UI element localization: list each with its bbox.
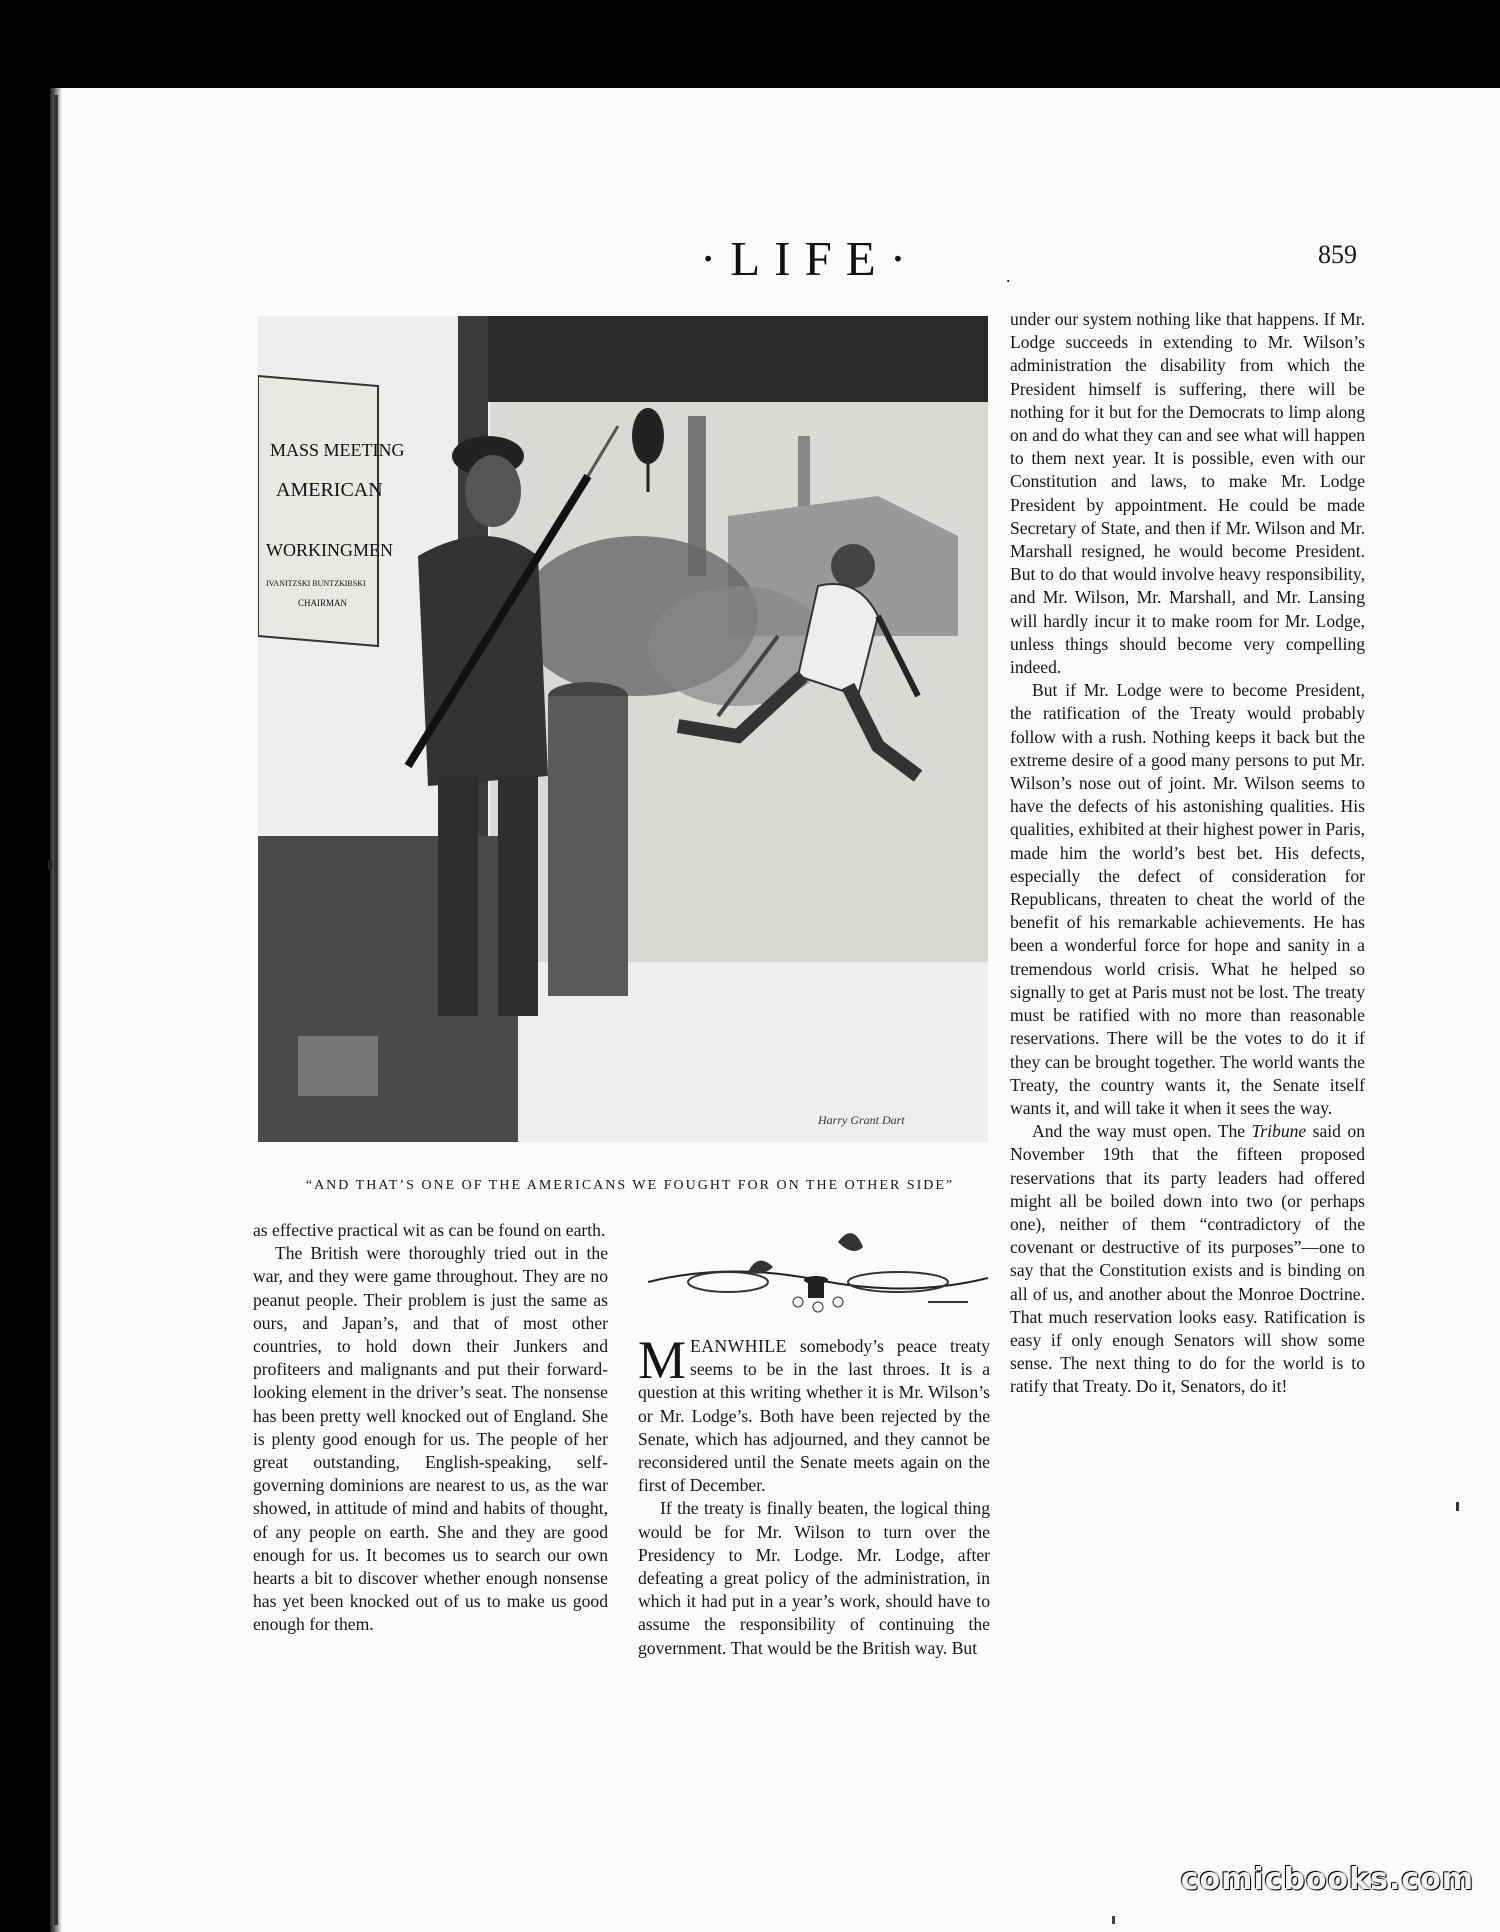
column-middle-paragraph-1 <box>638 1330 990 1497</box>
column-right-paragraph-1: under our system nothing like that happens. If Mr. Lodge succeeds in extending to Mr. Wilson’s administration the disability from which the President himself is suffering, there will be nothing for it but for the Democrats to limp along on and do what they can and see what will happen to them next year. It is possible, even with our Constitution and laws, to make Mr. Lodge President by appointment. He could be made Secretary of State, and then if Mr. Wilson and Mr. Marshall resigned, he would become President. But to do that would involve heavy responsibility, and Mr. Wilson, Mr. Marshall, and Mr. Lansing will hardly incur it to make room for Mr. Lodge, unless things should become very compelling indeed. <box>1010 309 1365 678</box>
column-left-paragraph-2: The British were thoroughly tried out in the war, and they were game throughout. They are no peanut people. Their problem is just the same as ours, and Japan’s, and that of most other countries, to hold down their Junkers and profiteers and malignants and put their forward-looking element in the driver’s seat. The nonsense has been pretty well knocked out of England. She is plenty good enough for us. The people of her great outstanding, English-speaking, self-governing dominions are nearest to us, as the war showed, in attitude of mind and habits of thought, of any people on earth. She and they are good enough for us. It becomes us to search our own hearts a bit to discover whether enough nonsense has yet been knocked out of us to make us good enough for them. <box>253 1243 608 1635</box>
artist-signature: Harry Grant Dart <box>818 1113 905 1127</box>
cartoon-illustration <box>258 316 988 1142</box>
poster-line-1: MASS MEETING <box>270 440 405 460</box>
page-number: 859 <box>1318 240 1357 269</box>
column-right-paragraph-3 <box>1010 1120 1365 1398</box>
decorative-vignette <box>648 1222 988 1322</box>
paragraph-3-start: And the way must open. The <box>1032 1121 1252 1142</box>
site-watermark: comicbooks.com <box>1180 1862 1474 1897</box>
column-left-paragraph-1: as effective practical wit as can be found on earth. <box>253 1220 606 1240</box>
poster-line-5: CHAIRMAN <box>298 598 348 608</box>
poster-line-2: AMERICAN <box>276 479 383 501</box>
column-middle-paragraph-1-rest: somebody’s peace treaty seems to be in the last throes. It is a question at this writing whether it is Mr. Wilson’s or Mr. Lodge’s. Both have been rejected by the Senate, which has adjourned, and they cannot be reconsidered until the Senate meets again on the first of December. <box>638 1336 990 1496</box>
drop-cap: M <box>638 1330 687 1390</box>
article-column-middle <box>638 1330 990 1660</box>
column-right-paragraph-2: But if Mr. Lodge were to become President, the ratification of the Treaty would probably follow with a rush. Nothing keeps it back but the extreme desire of a good many persons to put Mr. Wilson’s nose out of joint. Mr. Wilson seems to have the defects of his astonishing qualities. His qualities, exhibited at their highest power in Paris, made him the world’s best bet. His defects, especially the defect of consideration for Republicans, threaten to cheat the world of the benefit of his remarkable achievements. He has been a wonderful force for hope and sanity in a tremendous world crisis. What he helped so signally to get at Paris must not be lost. The treaty must be ratified with no more than reasonable reservations. There will be the votes to do it if they can be brought together. The world wants the Treaty, the country wants it, the Senate itself wants it, and will take it when it sees the way. <box>1010 680 1365 1118</box>
print-speck: . <box>1006 266 1011 286</box>
poster-line-4: IVANITZSKI BUNTZKIBSKI <box>266 579 366 588</box>
paragraph-3-end: said on November 19th that the fifteen proposed reservations that its party leaders had offered might all be boiled down into two (or perhaps one), neither of them “contradictory of the covenant or destructive of its purposes”—one to say that the Constitution exists and is binding on all of us, and another about the Monroe Doctrine. That much reservation looks easy. Ratification is easy if only enough Senators will show some sense. The next thing to do for the world is to ratify that Treaty. Do it, Senators, do it! <box>1010 1121 1365 1397</box>
article-column-right <box>1010 308 1365 1399</box>
masthead-title: ·LIFE· <box>699 231 921 286</box>
illustration-caption: “AND THAT’S ONE OF THE AMERICANS WE FOUGHT FOR ON THE OTHER SIDE” <box>305 1178 955 1193</box>
newspaper-name: Tribune <box>1251 1121 1307 1142</box>
lead-caps: EANWHILE <box>690 1336 787 1356</box>
poster-line-3: WORKINGMEN <box>266 540 393 560</box>
article-column-left <box>253 1219 608 1637</box>
column-middle-paragraph-2: If the treaty is finally beaten, the logical thing would be for Mr. Wilson to turn over the Presidency to Mr. Lodge. Mr. Lodge, after defeating a great policy of the administration, in which it had put in a year’s work, should have to assume the responsibility of continuing the government. That would be the British way. But <box>638 1498 990 1658</box>
